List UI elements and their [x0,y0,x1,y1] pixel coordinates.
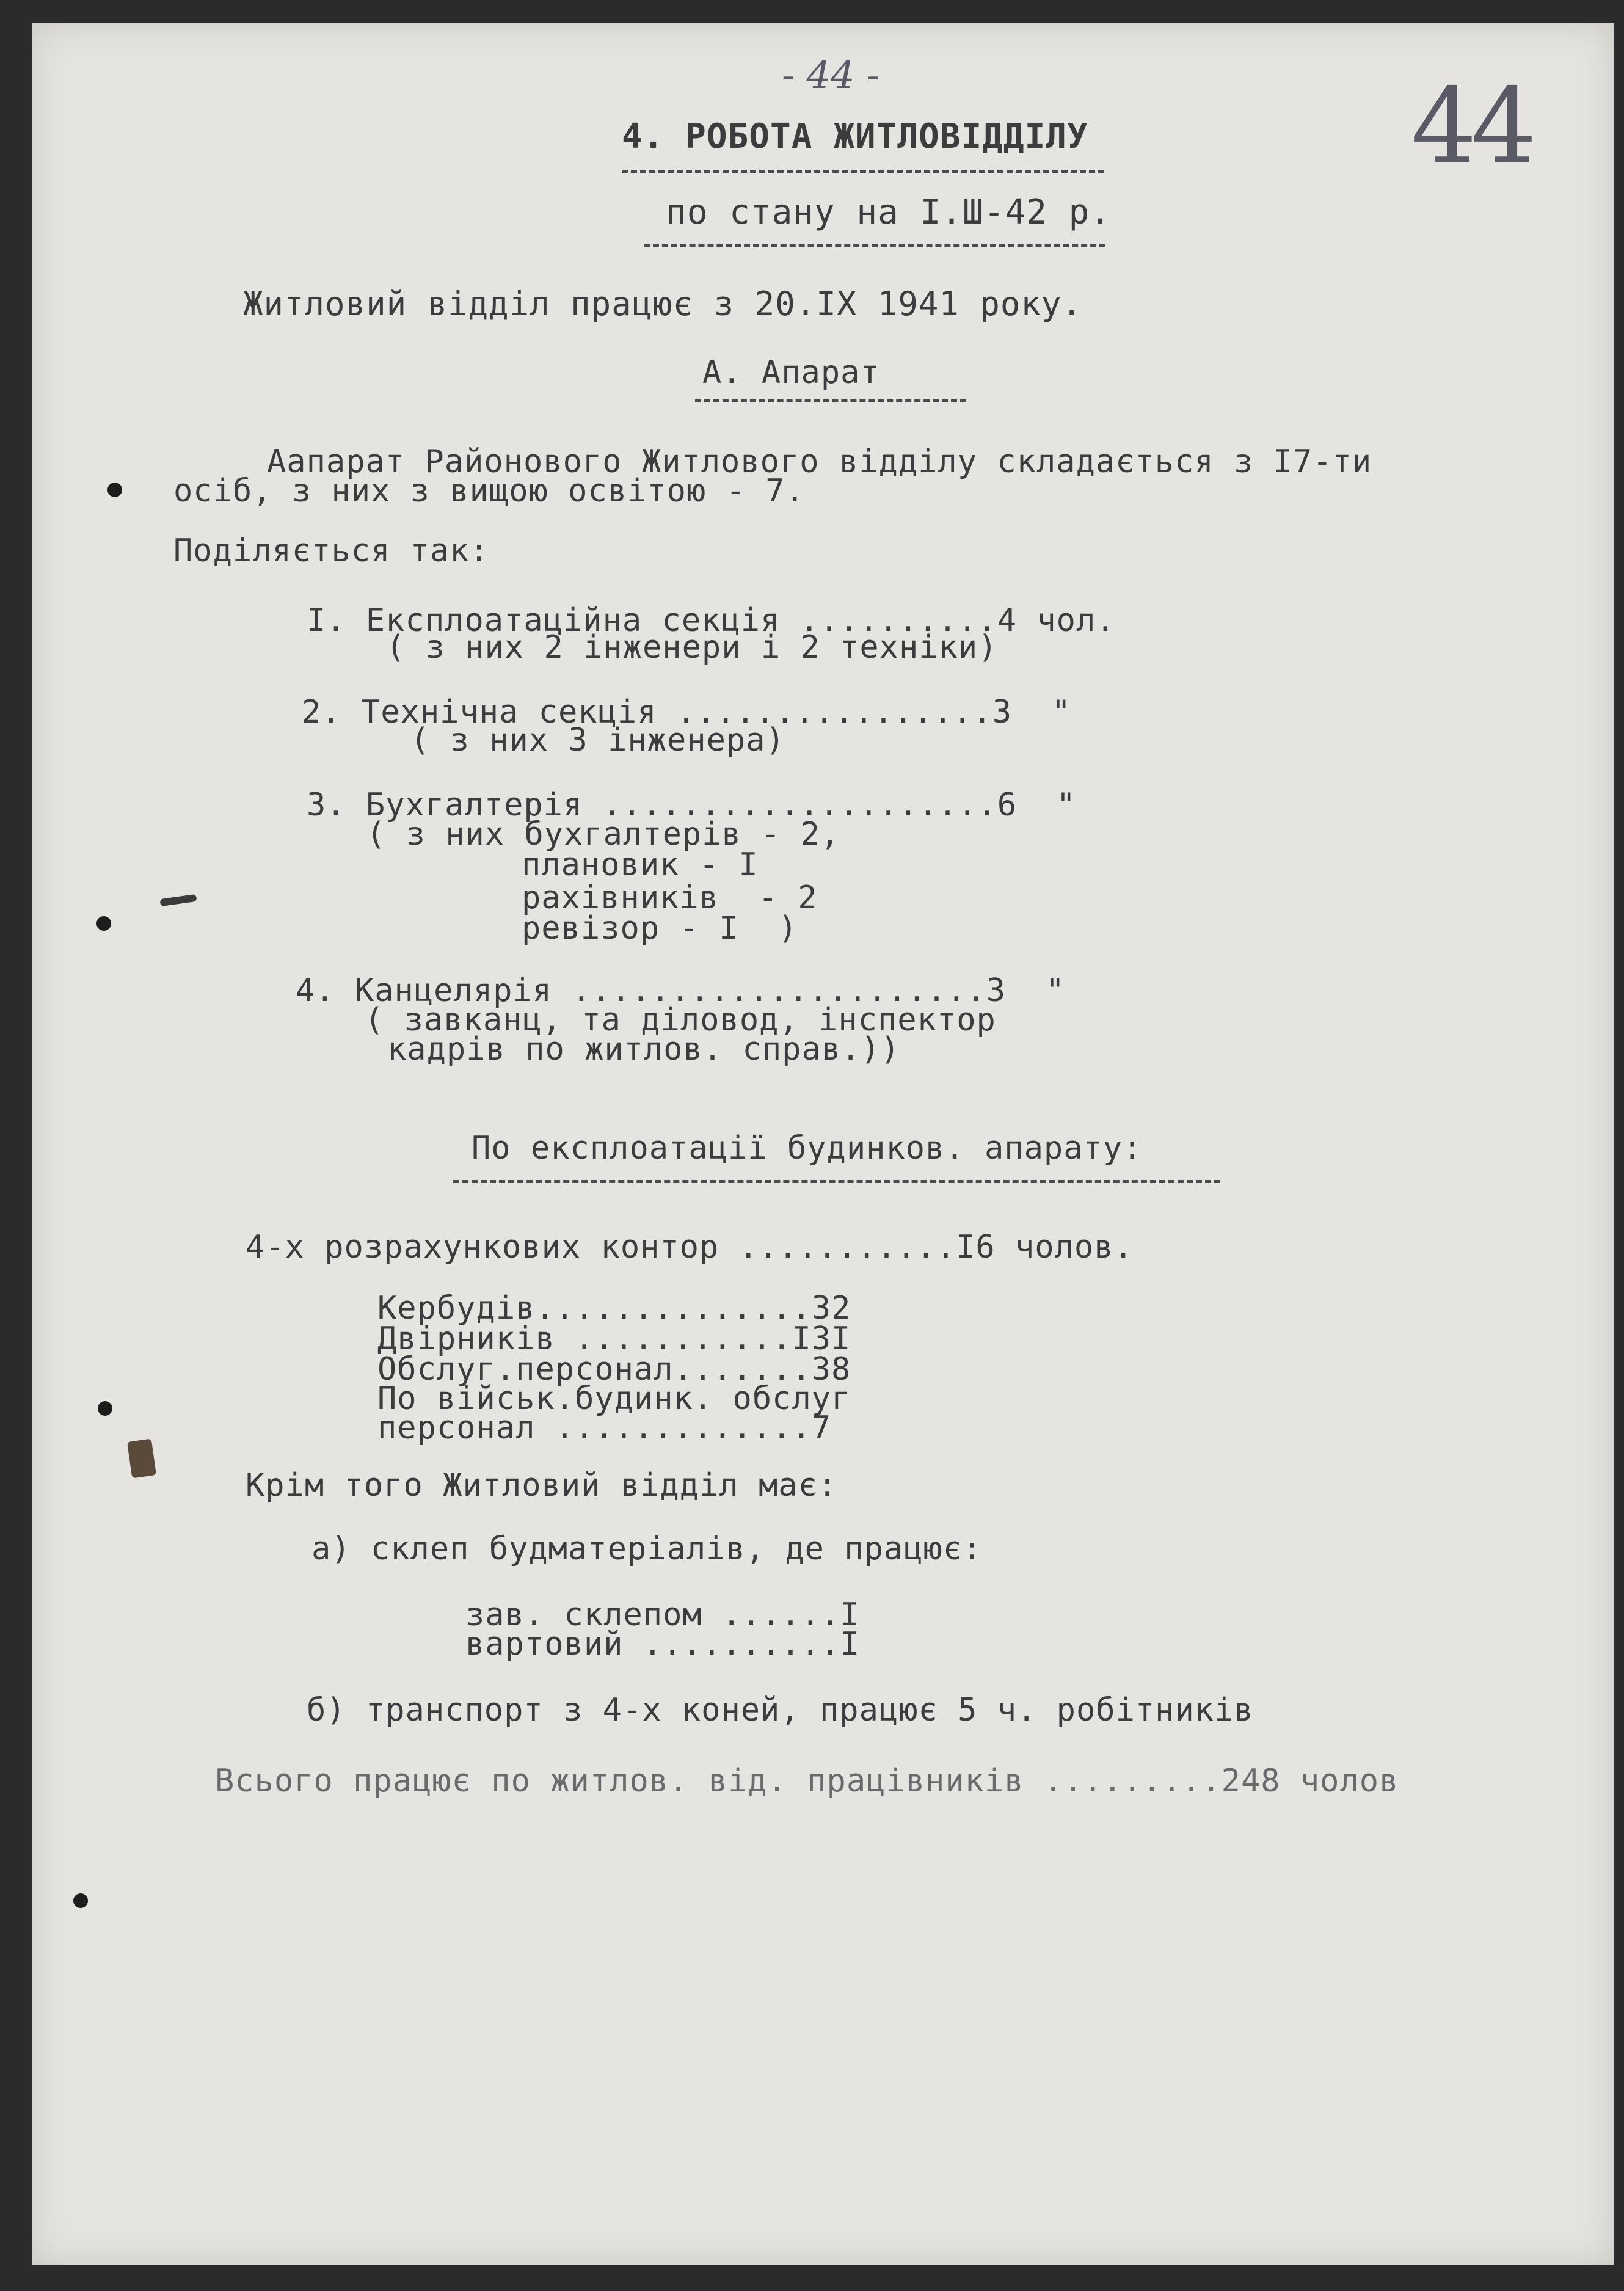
item-3-detail-line1: ( з них бухгалтерів - 2, [366,816,840,853]
item-a-line: а) склеп будматеріалів, де працює: [311,1531,983,1567]
intro-line: Житловий відділ працює з 20.IX 1941 року. [243,285,1082,323]
staff-line-1: Кербудів..............32 [377,1290,851,1327]
punch-hole [107,483,122,497]
item-4-label: 4. Канцелярія .....................3 " [296,972,1065,1009]
staff-line-5: персонал .............7 [377,1410,832,1446]
page-number-corner: 44 [1411,66,1531,187]
document-subtitle: по стану на І.Ш-42 р. [666,192,1112,232]
item-a-staff-2: вартовий ..........І [465,1626,861,1663]
punch-hole [73,1893,88,1908]
section-a-divided: Поділяється так: [173,533,489,569]
subtitle-underline [644,244,1105,247]
document-title: 4. РОБОТА ЖИТЛОВІДДІЛУ [622,117,1088,156]
item-1-label: І. Експлоатаційна секція ..........4 чол. [307,602,1116,639]
staff-line-3: Обслуг.персонал.......38 [377,1351,851,1388]
punch-hole [96,916,111,931]
section-a-paragraph-line1: Аапарат Районового Житлового відділу складається з І7-ти [267,443,1372,480]
title-underline [622,170,1104,173]
section-a-heading: А. Апарат [702,354,880,391]
staff-line-2: Двірників ...........ІЗІ [377,1320,851,1357]
item-3-detail-line2: плановик - І [522,847,759,883]
page-number-top: - 44 - [782,53,880,97]
item-a-staff-1: зав. склепом ......І [465,1597,861,1633]
besides-line: Крім того Житловий відділ має: [246,1467,838,1504]
offices-line: 4-х розрахункових контор ...........І6 чолов. [246,1229,1134,1266]
ink-smudge [159,894,197,906]
total-line: Всього працює по житлов. від. працівників .........248 чолов [215,1763,1399,1799]
punch-hole [98,1401,112,1416]
section-b-underline [453,1180,1220,1183]
item-3-detail-line4: ревізор - І ) [522,910,798,947]
item-3-label: 3. Бухгалтерія ....................6 " [307,787,1076,823]
item-2-label: 2. Технічна секція ................3 " [302,694,1071,730]
staff-line-4: По військ.будинк. обслуг [377,1380,851,1417]
item-3-detail-line3: рахівників - 2 [522,880,818,916]
section-a-paragraph-line2: осіб, з них з вищою освітою - 7. [173,473,805,509]
section-a-underline [695,399,966,402]
item-4-detail-line2: кадрів по житлов. справ.)) [387,1031,900,1068]
document-page [32,23,1614,2265]
ink-smudge [127,1439,156,1479]
item-4-detail-line1: ( завканц, та діловод, інспектор [365,1002,996,1038]
section-b-heading: По експлоатації будинков. апарату: [472,1130,1143,1167]
item-1-detail: ( з них 2 інженери і 2 техніки) [386,629,998,666]
item-b-line: б) транспорт з 4-х коней, працює 5 ч. робітників [307,1692,1254,1728]
item-2-detail: ( з них 3 інженера) [410,722,785,759]
